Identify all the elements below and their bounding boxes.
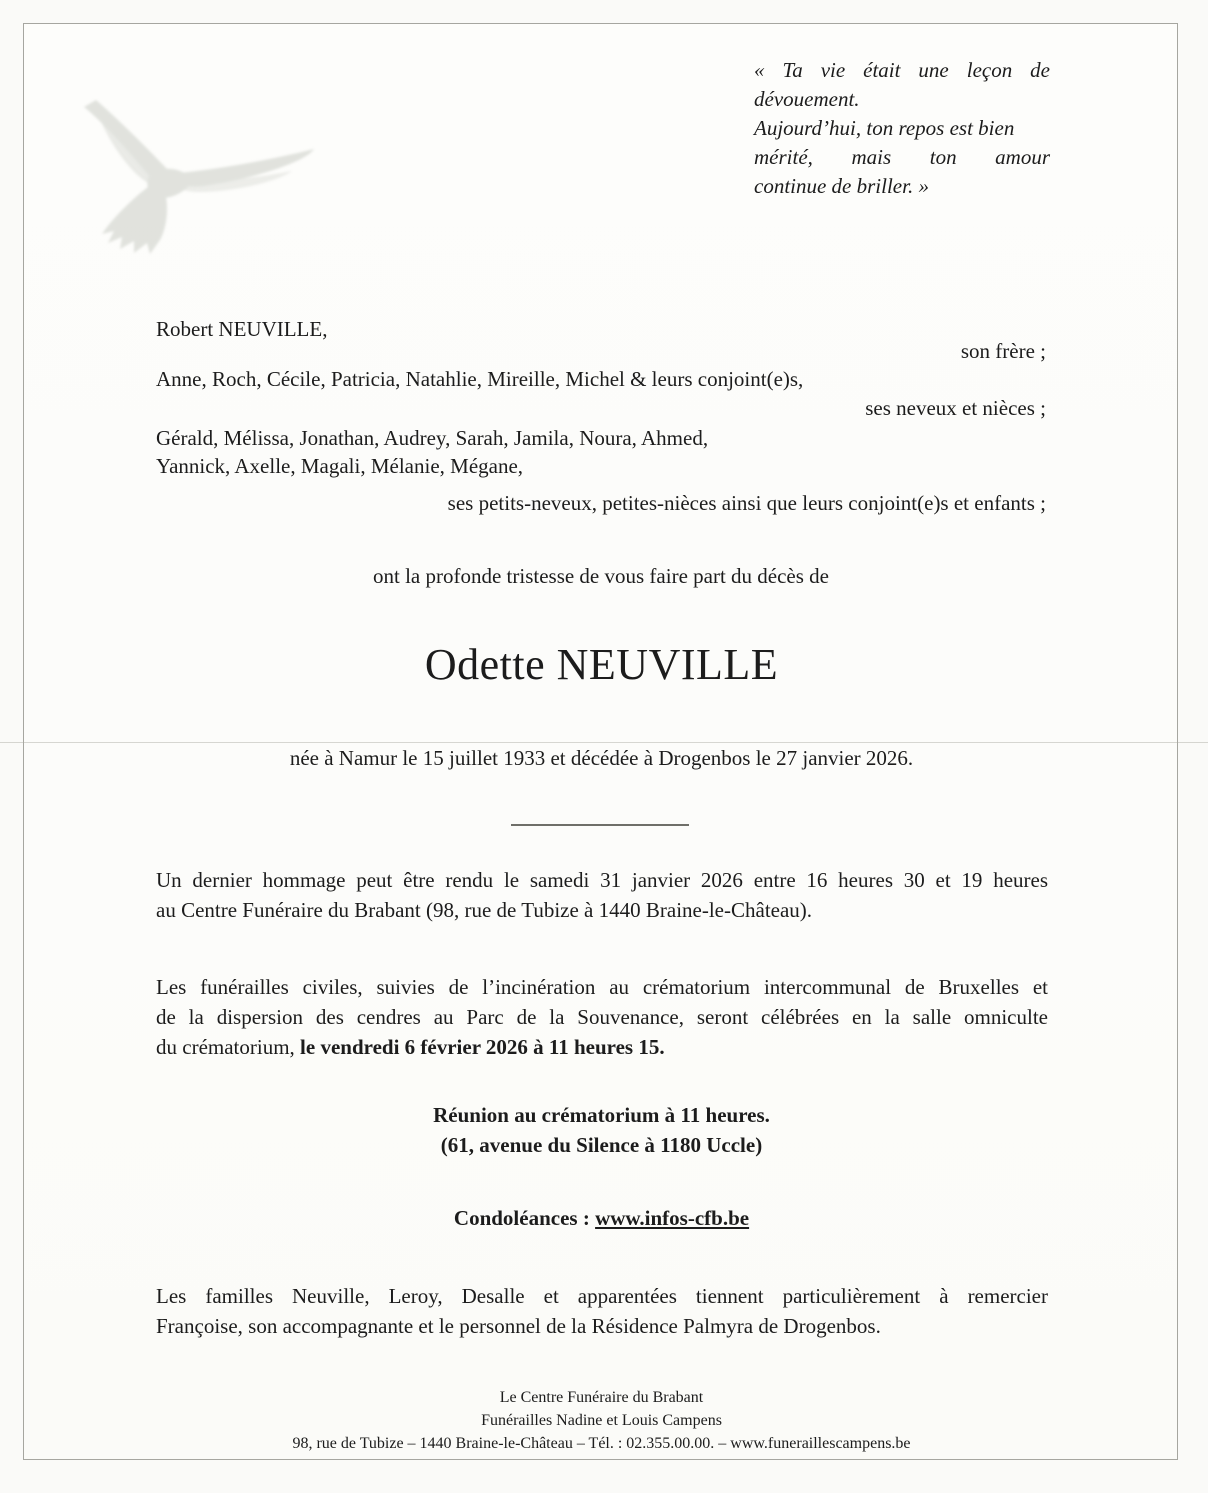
meeting-time-line: Réunion au crématorium à 11 heures. — [433, 1103, 770, 1127]
condolences-line — [24, 1206, 1179, 1231]
ceremony-date-bold: le vendredi 6 février 2026 à 11 heures 15. — [300, 1035, 665, 1059]
ceremony-line-1: Les funérailles civiles, suivies de l’incinération au crématorium intercommunal de Bruxelles et — [156, 975, 1048, 999]
funeral-home-operators: Funérailles Nadine et Louis Campens — [481, 1412, 722, 1429]
meeting-address-line: (61, avenue du Silence à 1180 Uccle) — [440, 1133, 763, 1157]
obituary-card — [23, 23, 1178, 1460]
funeral-home-contact: 98, rue de Tubize – 1440 Braine-le-Château – Tél. : 02.355.00.00. – www.funeraillescampens.be — [292, 1435, 911, 1452]
condolences-link[interactable]: www.infos-cfb.be — [595, 1206, 750, 1230]
family-relation-grandnephews: ses petits-neveux, petites-nièces ainsi que leurs conjoint(e)s et enfants ; — [447, 491, 1046, 515]
dove-icon — [52, 79, 352, 309]
memorial-quote — [754, 56, 1050, 201]
quote-line: continue de briller. » — [754, 174, 929, 198]
quote-line: Aujourd’hui, ton repos est bien — [754, 116, 1015, 140]
condolences-label: Condoléances : — [453, 1206, 596, 1230]
thanks-paragraph — [156, 1281, 1048, 1341]
viewing-line-2: au Centre Funéraire du Brabant (98, rue de Tubize à 1440 Braine-le-Château). — [156, 898, 813, 922]
quote-line: « Ta vie était une leçon de — [754, 58, 1050, 82]
family-nephews-names-1: Gérald, Mélissa, Jonathan, Audrey, Sarah, Jamila, Noura, Ahmed, — [156, 426, 709, 450]
section-divider — [511, 824, 689, 826]
ceremony-line-2: de la dispersion des cendres au Parc de la Souvenance, seront célébrées en la salle omniculte — [156, 1005, 1048, 1029]
birth-death-dates: née à Namur le 15 juillet 1933 et décédée à Drogenbos le 27 janvier 2026. — [289, 746, 914, 770]
thanks-line-1: Les familles Neuville, Leroy, Desalle et apparentées tiennent particulièrement à remercier — [156, 1284, 1048, 1308]
family-siblings-names: Anne, Roch, Cécile, Patricia, Natahlie, Mireille, Michel & leurs conjoint(e)s, — [156, 367, 804, 391]
thanks-line-2: Françoise, son accompagnante et le personnel de la Résidence Palmyra de Drogenbos. — [156, 1314, 881, 1338]
quote-line: dévouement. — [754, 87, 860, 111]
death-announcement-line: ont la profonde tristesse de vous faire part du décès de — [372, 564, 829, 588]
ceremony-paragraph — [156, 972, 1048, 1062]
ceremony-line-3 — [156, 1032, 1048, 1062]
viewing-line-1: Un dernier hommage peut être rendu le samedi 31 janvier 2026 entre 16 heures 30 et 19 heures — [156, 868, 1048, 892]
funeral-home-name: Le Centre Funéraire du Brabant — [499, 1389, 704, 1406]
family-relation-brother: son frère ; — [960, 339, 1046, 363]
ceremony-line-3-normal: du crématorium, — [156, 1035, 301, 1059]
family-nephews-names-2: Yannick, Axelle, Magali, Mélanie, Mégane, — [156, 454, 524, 478]
quote-line: mérité, mais ton amour — [754, 145, 1050, 169]
deceased-name: Odette NEUVILLE — [424, 640, 779, 689]
family-brother-name: Robert NEUVILLE, — [156, 317, 328, 341]
family-relation-nephews: ses neveux et nièces ; — [865, 396, 1046, 420]
viewing-paragraph — [156, 865, 1048, 925]
